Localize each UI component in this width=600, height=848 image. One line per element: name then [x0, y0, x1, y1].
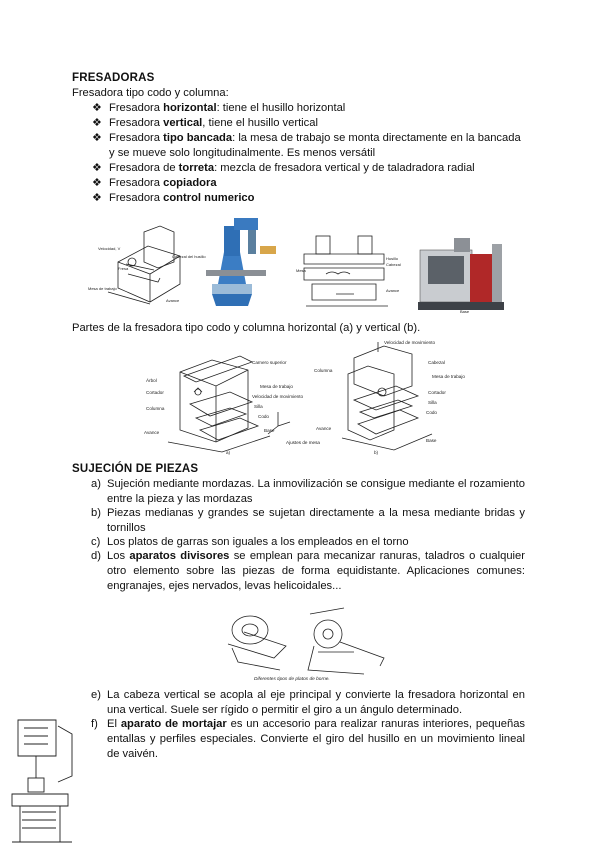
diamond-bullet-icon: ❖	[92, 192, 102, 204]
fig-label: Mesa de trabajo	[260, 384, 293, 389]
fig-label: Cortador	[146, 390, 164, 395]
fig-label: Avance	[386, 288, 400, 293]
fig-label: Mesa de trabajo	[88, 286, 117, 291]
figure-caption-small: Diferentes tipos de platos de borne.	[254, 677, 330, 682]
fig-label: Fresa	[118, 266, 129, 271]
intro-text: Fresadora tipo codo y columna:	[72, 87, 229, 99]
fig-label: Silla	[254, 404, 263, 409]
fig-label: Silla	[428, 400, 437, 405]
fig-label: Avance	[316, 426, 332, 431]
diamond-bullet-icon: ❖	[92, 132, 102, 144]
document-page: FRESADORAS Fresadora tipo codo y columna: ❖ Fresadora horizontal: tiene el husillo horizontal ❖ Fresadora vertical, tiene el husillo vertical ❖ Fresadora tipo bancada: la mesa de trabajo se monta directamente en la bancada y se mueve solo longitudinalmente. Es menos versátil ❖ Fresadora de torreta: mezcla de fresadora vertical y de taladradora radial ❖ Fresadora copiadora ❖ Fresadora control numerico Velocidad, V Cabezal del husillo Fresa Mesa de trabajo Avance Husillo Cabezal Mesa Avance Base Partes de la fresadora tipo codo y columna horizontal (a) y vertical (b). Árbol Cortador Columna Avance Carnero superior Mesa de trabajo Velocidad de movimiento Silla Codo Base Ajustes de mesa a) Velocidad de movimiento Columna Cabezal Mesa de trabajo Cortador Silla Codo Avance Base b) SUJECIÓN DE PIEZAS a) Sujeción mediante mordazas. La inmovilización se consigue mediante el rozamiento entre la pieza y las mordazas b) Piezas medianas y grandes se sujetan directamente a la mesa mediante bridas y tornillos c) Los platos de garras son iguales a los empleados en el torno d) Los aparatos divisores se emplean para mecanizar ranuras, taladros o cualquier otro elemento sobre las piezas de forma equidistante. Aplicaciones comunes: engranajes, ejes nervados, levas helicoidales... Diferentes tipos de platos de borne. e) La cabeza vertical se acopla al eje principal y convierte la fresadora horizontal en una vertical. Suele ser rígido o permitir el giro a un ángulo determinado. f) El aparato de mortajar es un accesorio para realizar ranuras interiores, pequeñas entallas y perfiles especiales. Convierte el giro del husillo en un movimiento lineal de vaivén.	[0, 0, 600, 848]
fig-label: Husillo	[386, 256, 399, 261]
diamond-bullet-icon: ❖	[92, 162, 102, 174]
fig-label: Avance	[144, 430, 160, 435]
horizontal-mill-sketch	[88, 222, 206, 308]
fig-label: a)	[226, 450, 231, 455]
fig-label: Velocidad de movimiento	[252, 394, 304, 399]
fig-label: Mesa de trabajo	[432, 374, 465, 379]
diamond-bullet-icon: ❖	[92, 177, 102, 189]
diamond-bullet-icon: ❖	[92, 117, 102, 129]
fig-label: Velocidad de movimiento	[384, 340, 436, 345]
fig-label: Cortador	[428, 390, 446, 395]
section-title-sujecion: SUJECIÓN DE PIEZAS	[72, 463, 199, 475]
mortising-attachment-sketch	[8, 716, 78, 846]
fig-label: Base	[460, 309, 470, 314]
fig-label: Base	[426, 438, 437, 443]
fig-label: Árbol	[146, 378, 157, 383]
figure-caption: Partes de la fresadora tipo codo y columna horizontal (a) y vertical (b).	[72, 322, 421, 334]
fig-label: Cabezal	[428, 360, 445, 365]
fig-label: Avance	[166, 298, 180, 303]
fig-label: Cabezal	[386, 262, 401, 267]
fig-label: Carnero superior	[252, 360, 287, 365]
fig-label: Velocidad, V	[98, 246, 121, 251]
bed-type-mill-diagram	[296, 230, 406, 310]
fig-label: Mesa	[296, 268, 306, 273]
fig-label: Base	[264, 428, 275, 433]
fig-label: Ajustes de mesa	[286, 440, 320, 445]
dividing-heads-figure	[214, 600, 394, 682]
fig-label: b)	[374, 450, 379, 455]
cnc-mill-photo	[412, 230, 512, 314]
knee-column-horizontal-diagram	[140, 352, 320, 456]
vertical-mill-photo	[204, 212, 284, 310]
fig-label: Codo	[258, 414, 269, 419]
fig-label: Cabezal del husillo	[172, 254, 206, 259]
fig-label: Codo	[426, 410, 437, 415]
fig-label: Columna	[146, 406, 165, 411]
fig-label: Columna	[314, 368, 333, 373]
knee-column-vertical-diagram	[314, 338, 464, 456]
diamond-bullet-icon: ❖	[92, 102, 102, 114]
section-title-fresadoras: FRESADORAS	[72, 72, 155, 84]
